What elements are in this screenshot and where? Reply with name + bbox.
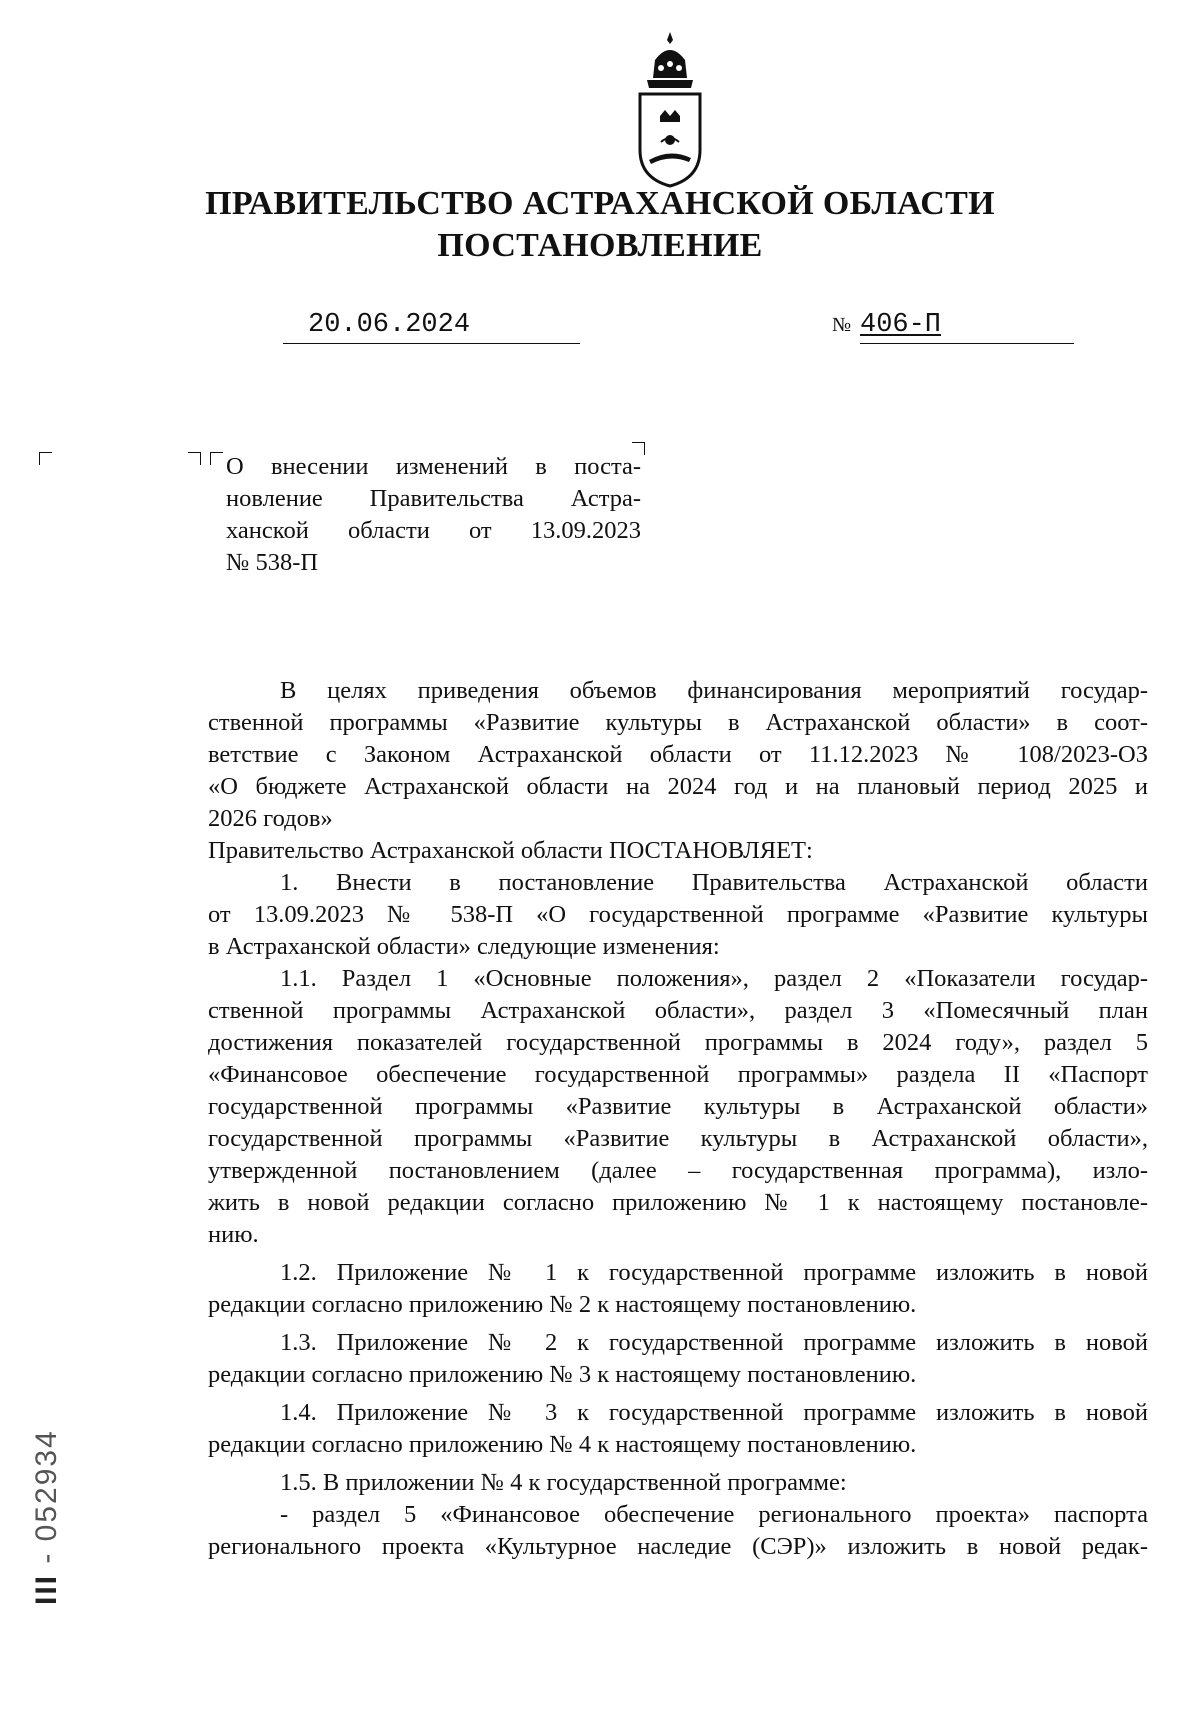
body-line: редакции согласно приложению № 4 к настоящему постановлению. <box>208 1431 917 1458</box>
body-line: 2026 годов» <box>208 805 333 832</box>
coat-of-arms-emblem <box>625 30 715 190</box>
subject-line: новление Правительства Астра- <box>226 485 641 512</box>
stamp-serial: - 052934 <box>30 1429 63 1574</box>
body-line: 1.1. Раздел 1 «Основные положения», раздел 2 «Показатели государ- <box>280 965 1148 992</box>
body-line: достижения показателей государственной программы в 2024 году», раздел 5 <box>208 1029 1148 1056</box>
subject-line: ханской области от 13.09.2023 <box>226 517 641 544</box>
body-line: В целях приведения объемов финансирования мероприятий государ- <box>280 677 1148 704</box>
corner-mark-mid-right <box>188 452 201 465</box>
document-number-field <box>860 305 1074 344</box>
serial-number-stamp <box>30 1429 64 1605</box>
body-line: 1.3. Приложение № 2 к государственной программе изложить в новой <box>280 1329 1148 1356</box>
body-line: ственной программы Астраханской области», раздел 3 «Помесячный план <box>208 997 1148 1024</box>
body-line: нию. <box>208 1221 259 1248</box>
document-date: 20.06.2024 <box>308 310 471 340</box>
document-subject <box>226 451 641 579</box>
organization-title: ПРАВИТЕЛЬСТВО АСТРАХАНСКОЙ ОБЛАСТИ <box>205 185 995 222</box>
body-line: государственной программы «Развитие культуры в Астраханской области» <box>208 1093 1148 1120</box>
body-line: - раздел 5 «Финансовое обеспечение регионального проекта» паспорта <box>280 1501 1148 1528</box>
stamp-series: III <box>30 1573 63 1605</box>
subject-line: № 538-П <box>226 549 319 576</box>
corner-mark-left <box>39 452 52 465</box>
body-line: 1.4. Приложение № 3 к государственной программе изложить в новой <box>280 1399 1148 1426</box>
body-line: ветствие с Законом Астраханской области от 11.12.2023 № 108/2023-ОЗ <box>208 741 1148 768</box>
body-line: регионального проекта «Культурное наследие (СЭР)» изложить в новой редак- <box>208 1533 1148 1560</box>
document-body <box>208 675 1148 1563</box>
document-number: 406-П <box>860 310 942 340</box>
body-line: 1.5. В приложении № 4 к государственной программе: <box>280 1469 847 1496</box>
body-line: редакции согласно приложению № 2 к настоящему постановлению. <box>208 1291 917 1318</box>
body-line: «О бюджете Астраханской области на 2024 год и на плановый период 2025 и <box>208 773 1148 800</box>
body-line: ственной программы «Развитие культуры в Астраханской области» в соот- <box>208 709 1148 736</box>
document-date-field <box>283 305 580 344</box>
corner-mark-mid-left <box>210 452 223 465</box>
body-line: Правительство Астраханской области ПОСТАНОВЛЯЕТ: <box>208 837 813 864</box>
body-line: 1.2. Приложение № 1 к государственной программе изложить в новой <box>280 1259 1148 1286</box>
document-type-title: ПОСТАНОВЛЕНИЕ <box>437 227 763 264</box>
body-line: в Астраханской области» следующие изменения: <box>208 933 720 960</box>
number-sign-label: № <box>832 314 852 336</box>
body-line: государственной программы «Развитие культуры в Астраханской области», <box>208 1125 1148 1152</box>
body-line: жить в новой редакции согласно приложению № 1 к настоящему постановле- <box>208 1189 1148 1216</box>
body-line: от 13.09.2023 № 538-П «О государственной программе «Развитие культуры <box>208 901 1148 928</box>
body-line: «Финансовое обеспечение государственной программы» раздела II «Паспорт <box>208 1061 1148 1088</box>
body-line: редакции согласно приложению № 3 к настоящему постановлению. <box>208 1361 917 1388</box>
body-line: утвержденной постановлением (далее – государственная программа), изло- <box>208 1157 1148 1184</box>
body-line: 1. Внести в постановление Правительства Астраханской области <box>280 869 1148 896</box>
subject-line: О внесении изменений в поста- <box>226 453 641 480</box>
